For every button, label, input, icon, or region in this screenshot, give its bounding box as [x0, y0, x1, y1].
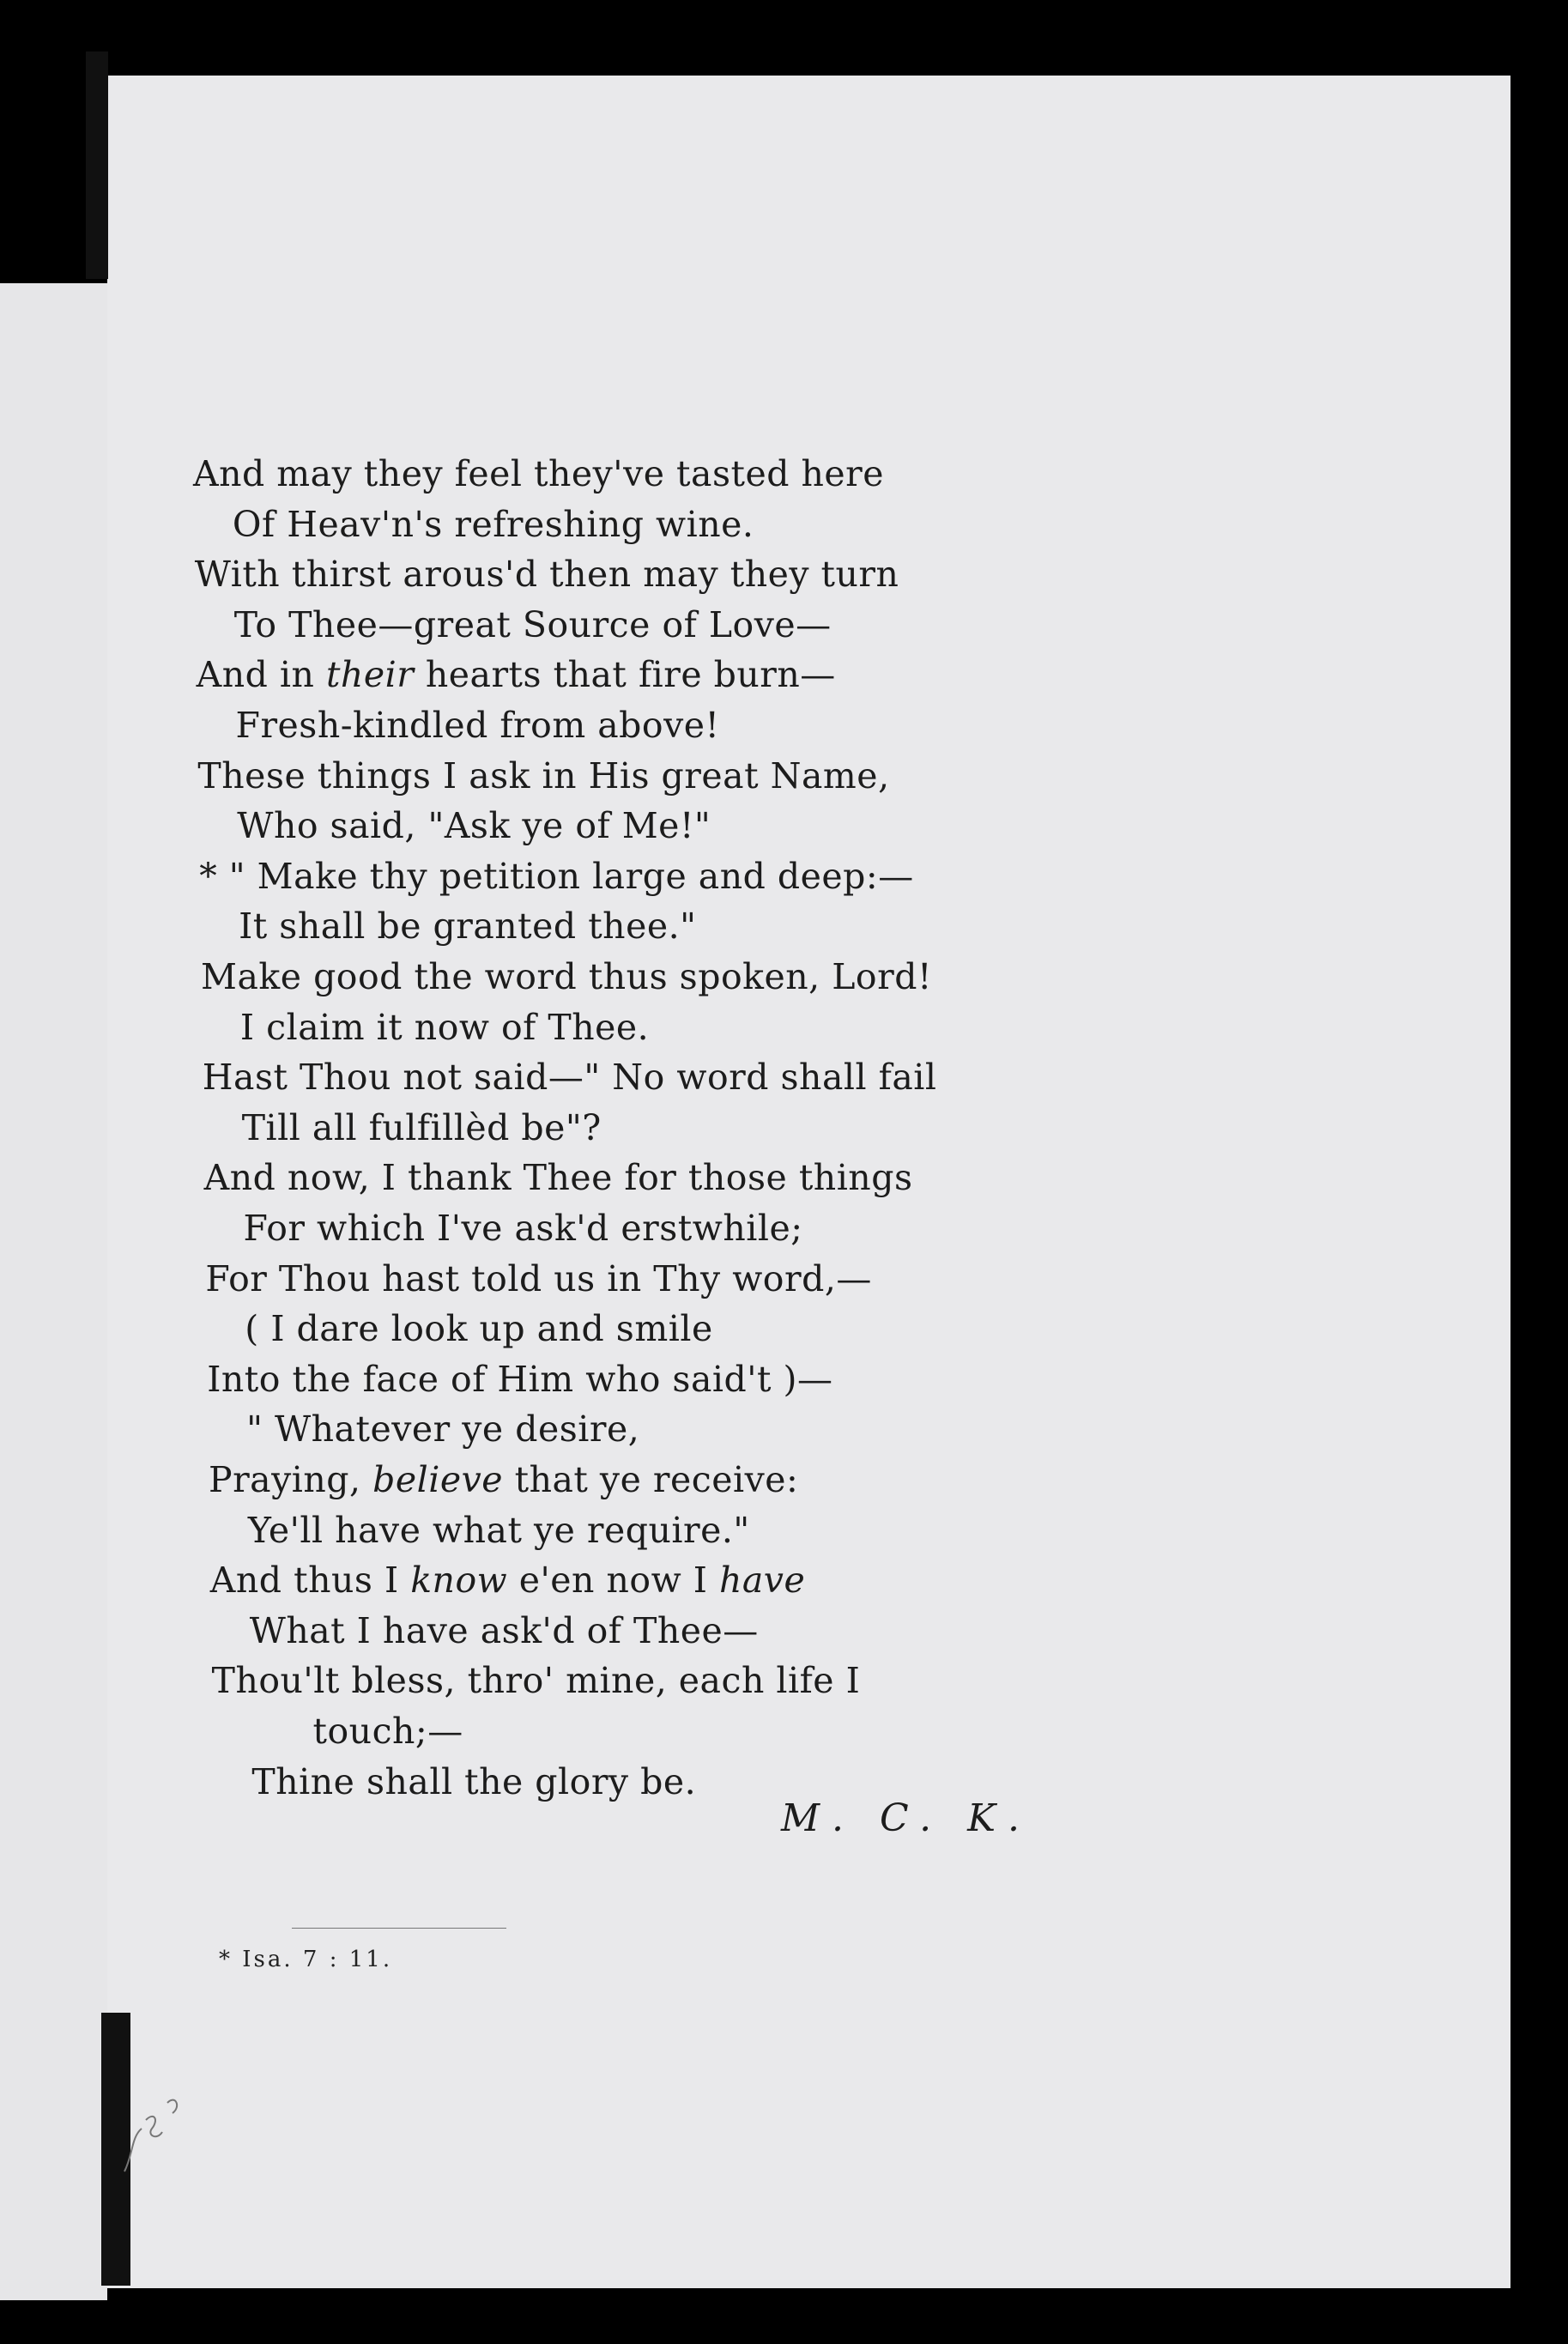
poem-line: Hast Thou not said—" No word shall fail [202, 1057, 937, 1099]
binding-shadow-top [86, 51, 108, 279]
poem-line: Thou'lt bless, thro' mine, each life I [211, 1660, 861, 1702]
footnote: * Isa. 7 : 11. [219, 1947, 393, 1972]
pencil-mark [107, 2068, 210, 2197]
book-page [107, 76, 1510, 2288]
poem-line: Thine shall the glory be. [251, 1760, 697, 1802]
poem-line: touch;— [312, 1711, 463, 1752]
poem-line: Praying, believe that ye receive: [209, 1459, 799, 1500]
poem-line: For Thou hast told us in Thy word,— [205, 1257, 872, 1299]
poem-line: Of Heav'n's refreshing wine. [232, 503, 754, 545]
poem-line: Fresh-kindled from above! [235, 705, 720, 746]
poem-line: * " Make thy petition large and deep:— [199, 855, 914, 897]
page-edge-strip [0, 283, 107, 2300]
poem-line: Who said, "Ask ye of Me!" [237, 805, 711, 847]
footnote-rule [292, 1928, 506, 1929]
poem-line: Into the face of Him who said't )— [207, 1358, 833, 1400]
poem-line: And thus I know e'en now I have [209, 1560, 806, 1602]
poem-line: " Whatever ye desire, [246, 1408, 640, 1451]
poem-line: Make good the word thus spoken, Lord! [201, 956, 932, 997]
poem-line: And may they feel they've tasted here [193, 453, 885, 494]
poem-line: To Thee—great Source of Love— [233, 603, 832, 645]
poem-line: Till all fulfillèd be"? [241, 1106, 602, 1148]
poem-line: It shall be granted thee." [239, 905, 697, 948]
poem-line: And now, I thank Thee for those things [203, 1157, 913, 1199]
poem-line: For which I've ask'd erstwhile; [243, 1208, 803, 1249]
poem-line: Ye'll have what ye require." [247, 1509, 750, 1551]
poem-line: I claim it now of Thee. [239, 1006, 650, 1048]
poem-line: These things I ask in His great Name, [197, 754, 890, 796]
poem-line: ( I dare look up and smile [245, 1308, 713, 1350]
poem-line: What I have ask'd of Thee— [249, 1609, 759, 1651]
poem-line: And in their hearts that fire burn— [196, 654, 836, 696]
signature: M. C. K. [781, 1796, 1032, 1840]
poem-line: With thirst arous'd then may they turn [194, 554, 899, 596]
